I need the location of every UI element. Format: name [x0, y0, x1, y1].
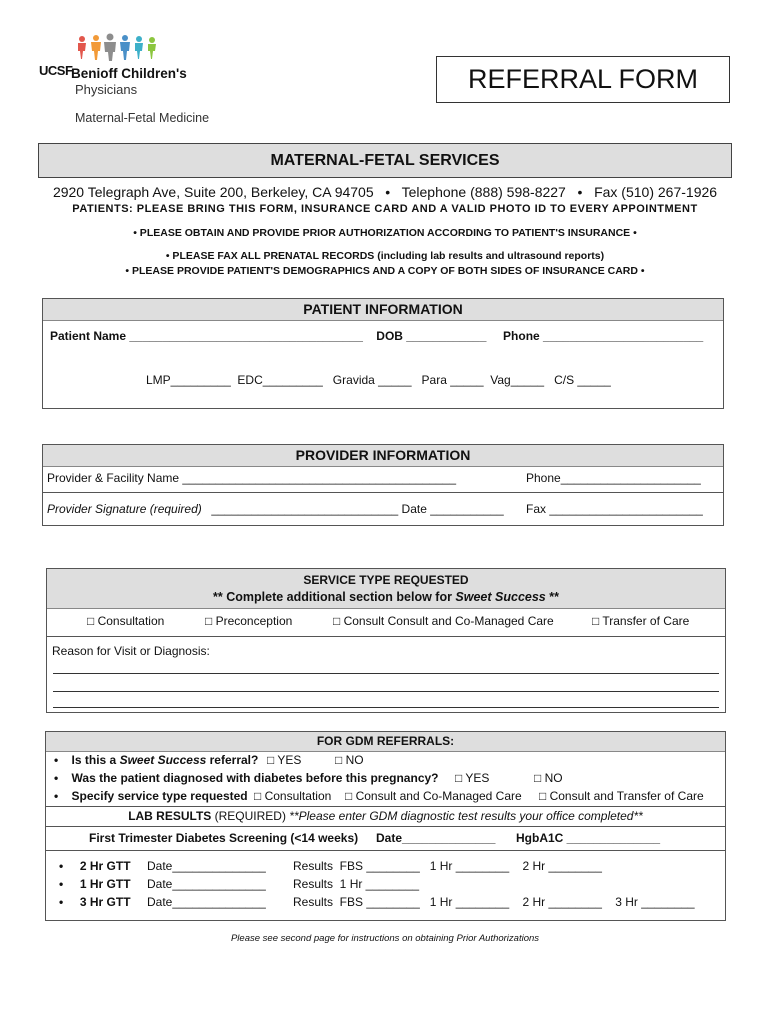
gdm-q1-yes[interactable]: □ YES: [267, 753, 302, 767]
gtt-1hr-results[interactable]: Results 1 Hr ________: [293, 877, 420, 891]
provider-name-field[interactable]: Provider & Facility Name _________________________________________: [47, 471, 456, 485]
gtt-2hr-results[interactable]: Results FBS ________ 1 Hr ________ 2 Hr ________: [293, 859, 602, 873]
provider-divider: [43, 492, 723, 493]
lab-results-heading: LAB RESULTS (REQUIRED) **Please enter GDM diagnostic test results your office completed**: [128, 809, 643, 823]
patient-info-row2[interactable]: LMP_________ EDC_________ Gravida _____ Para _____ Vag_____ C/S _____: [146, 373, 611, 387]
gdm-q1: • Is this a Sweet Success referral?: [54, 753, 259, 767]
gtt-2hr-label: • 2 Hr GTT: [59, 859, 131, 873]
gdm-q3-co-managed[interactable]: □ Consult and Co-Managed Care: [345, 789, 522, 803]
provider-signature-label: Provider Signature (required): [47, 502, 202, 516]
first-trimester-label: First Trimester Diabetes Screening (<14 weeks): [89, 831, 359, 845]
gdm-header: FOR GDM REFERRALS:: [46, 732, 725, 752]
reason-line-3[interactable]: [53, 707, 719, 708]
reason-label: Reason for Visit or Diagnosis:: [52, 644, 210, 658]
reason-line-2[interactable]: [53, 691, 719, 692]
gdm-section: [45, 731, 726, 921]
patient-info-section: [42, 298, 724, 409]
department-label: Maternal-Fetal Medicine: [75, 111, 210, 125]
gtt-3hr-results[interactable]: Results FBS ________ 1 Hr ________ 2 Hr ________ 3 Hr ________: [293, 895, 695, 909]
option-transfer-of-care[interactable]: □ Transfer of Care: [592, 614, 690, 628]
form-title: REFERRAL FORM: [436, 56, 730, 103]
gtt-1hr-label: • 1 Hr GTT: [59, 877, 131, 891]
option-consultation[interactable]: □ Consultation: [87, 614, 165, 628]
first-trimester-date[interactable]: Date______________: [376, 831, 496, 845]
services-banner: MATERNAL-FETAL SERVICES: [38, 143, 732, 178]
gdm-q2-yes[interactable]: □ YES: [455, 771, 490, 785]
address-line: 2920 Telegraph Ave, Suite 200, Berkeley, CA 94705 • Telephone (888) 598-8227 • Fax (510) 267-1926: [52, 184, 718, 200]
bullet-demographics: • PLEASE PROVIDE PATIENT'S DEMOGRAPHICS AND A COPY OF BOTH SIDES OF INSURANCE CARD •: [125, 265, 645, 277]
option-preconception[interactable]: □ Preconception: [205, 614, 293, 628]
patient-info-header: PATIENT INFORMATION: [43, 299, 723, 321]
reason-line-1[interactable]: [53, 673, 719, 674]
provider-signature-date-field[interactable]: ____________________________ Date ___________: [208, 502, 504, 516]
first-trimester-hgba1c[interactable]: HgbA1C ______________: [516, 831, 661, 845]
provider-fax-field[interactable]: Fax _______________________: [526, 502, 703, 516]
service-divider: [47, 636, 725, 637]
gdm-q2: • Was the patient diagnosed with diabetes before this pregnancy?: [54, 771, 439, 785]
footer-note: Please see second page for instructions on obtaining Prior Authorizations: [230, 933, 540, 944]
service-type-title: SERVICE TYPE REQUESTED: [303, 573, 469, 587]
service-type-subtitle: ** Complete additional section below for Sweet Success **: [213, 590, 559, 604]
service-type-header: [47, 569, 725, 609]
gdm-divider-3: [46, 850, 725, 851]
gtt-2hr-date[interactable]: Date______________: [147, 859, 266, 873]
option-co-managed-care[interactable]: □ Consult Consult and Co-Managed Care: [333, 614, 554, 628]
patients-note: PATIENTS: PLEASE BRING THIS FORM, INSURANCE CARD AND A VALID PHOTO ID TO EVERY APPOINTMENT: [72, 203, 698, 215]
gdm-q1-no[interactable]: □ NO: [335, 753, 364, 767]
logo-people-icon: [74, 33, 174, 63]
logo-mark: UCSF: [39, 63, 73, 78]
logo-subtitle: Physicians: [75, 82, 138, 97]
gdm-q3-transfer[interactable]: □ Consult and Transfer of Care: [539, 789, 704, 803]
gdm-divider-1: [46, 806, 725, 807]
bullet-prior-auth: • PLEASE OBTAIN AND PROVIDE PRIOR AUTHORIZATION ACCORDING TO PATIENT'S INSURANCE •: [133, 227, 637, 239]
gdm-divider-2: [46, 826, 725, 827]
provider-info-header: PROVIDER INFORMATION: [43, 445, 723, 467]
gtt-1hr-date[interactable]: Date______________: [147, 877, 266, 891]
patient-info-row1[interactable]: Patient Name ___________________________________ DOB ____________ Phone ________________________: [50, 329, 704, 343]
provider-phone-field[interactable]: Phone_____________________: [526, 471, 701, 485]
gdm-q3-consultation[interactable]: □ Consultation: [254, 789, 332, 803]
gtt-3hr-date[interactable]: Date______________: [147, 895, 266, 909]
gtt-3hr-label: • 3 Hr GTT: [59, 895, 131, 909]
service-type-section: [46, 568, 726, 713]
gdm-q3: • Specify service type requested: [54, 789, 248, 803]
bullet-fax-records: • PLEASE FAX ALL PRENATAL RECORDS (including lab results and ultrasound reports): [165, 250, 605, 262]
provider-info-section: [42, 444, 724, 526]
gdm-q2-no[interactable]: □ NO: [534, 771, 563, 785]
logo-name: Benioff Children's: [71, 66, 187, 81]
